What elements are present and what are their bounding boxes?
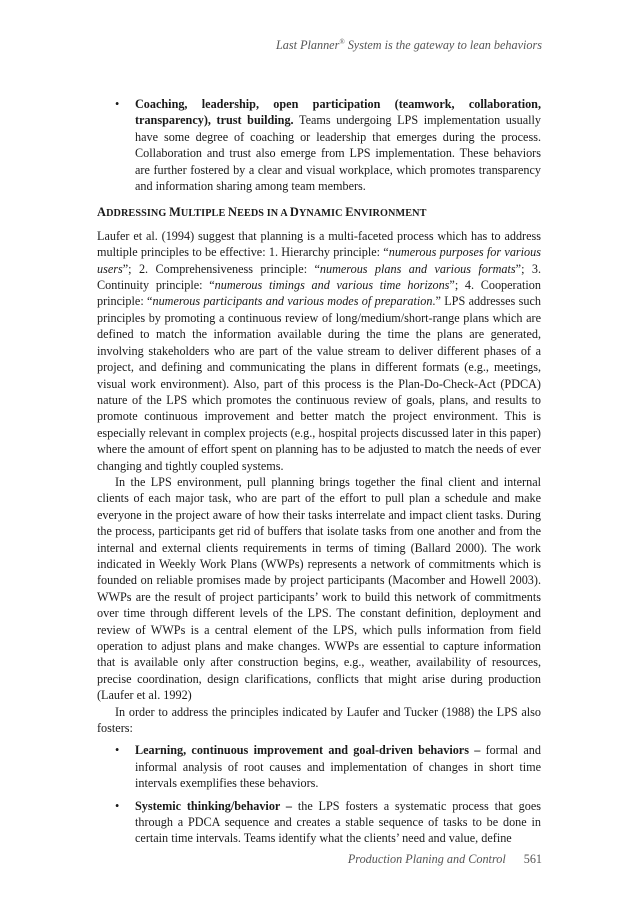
bullet-lead: Systemic thinking/behavior – [135, 798, 298, 813]
bullet-text: formal and informal analysis of root causes and implementation of changes in short time intervals exemplifies these behaviors. [135, 743, 541, 791]
bullet-icon: • [115, 743, 120, 758]
paragraph-lps-fosters: In order to address the principles indicated by Laufer and Tucker (1988) the LPS also fosters: [97, 704, 541, 736]
page-number: 561 [523, 852, 542, 866]
bullet-icon: • [115, 97, 120, 111]
section-heading: ADDRESSING MULTIPLE NEEDS IN A DYNAMIC ENVIRONMENT [97, 205, 427, 220]
bullet-item-coaching [97, 96, 541, 194]
footer-title: Production Planing and Control [347, 852, 506, 866]
bullet-item-systemic-thinking [97, 798, 541, 847]
running-header [276, 38, 542, 53]
registered-mark: ® [339, 38, 345, 46]
bullet-text: Teams undergoing LPS implementation usually have some degree of coaching or leadership that emerges during the process. Collaboration and trust also emerge from LPS implementation. These behaviors are further fostered by a clear and visual workplace, which promotes transparency and information sharing among team members. [135, 113, 542, 194]
bullet-lead: Coaching, leadership, open participation (teamwork, collaboration, transparency), trust building. [135, 97, 541, 128]
bullet-text: the LPS fosters a systematic process that goes through a PDCA sequence and creates a stable sequence of tasks to be done in certain time intervals. Teams identify what the clients’ need and value, define [135, 798, 541, 846]
bullet-icon: • [115, 798, 120, 813]
running-title-part-1: Last Planner [276, 38, 340, 53]
page-body [97, 96, 541, 847]
running-title-part-2: System is the gateway to lean behaviors [344, 38, 542, 53]
bullet-lead: Learning, continuous improvement and goal-driven behaviors – [135, 743, 486, 758]
paragraph-planning-principles: Laufer et al. (1994) suggest that planning is a multi-faceted process which has to address multiple principles to be effective: 1. Hierarchy principle: “numerous purposes for various users”; 2. Comprehensiveness principle: “numerous plans and various formats”; 3. Continuity principle: “numerous timings and various time horizons”; 4. Cooperation principle: “numerous participants and various modes of preparation.” LPS addresses such principles by promoting a continuous review of long/medium/short-range plans which are defined to match the information available during the time the plans are generated, involving stakeholders who are part of the value stream to deliver different phases of a project, and defining and communicating the plans in different formats (e.g., meetings, visual work environment). Also, part of this process is the Plan-Do-Check-Act (PDCA) nature of the LPS which promotes the continuous review of goals, plans, and results to promote continuous improvement and better match the project environment. This is especially relevant in complex projects (e.g., hospital projects discussed later in this paper) where the amount of effort spent on planning has to be adjusted to match the needs of ever changing and tightly coupled systems. [97, 228, 542, 473]
page-footer [348, 852, 542, 867]
paragraph-pull-planning: In the LPS environment, pull planning brings together the final client and internal clients of each major task, who are part of the effort to pull plan a schedule and make everyone in the project aware of how their tasks interrelate and impact client tasks. During the process, participants get rid of buffers that isolate tasks from one another and from the internal and external clients requirements in terms of timing (Ballard 2000). The work indicated in Weekly Work Plans (WWPs) represents a network of commitments which is founded on reliable promises made by project participants (Macomber and Howell 2003). WWPs are the result of project participants’ work to build this network of commitments over time through different levels of the LPS. The constant definition, deployment and review of WWPs is a central element of the LPS, which pulls information from field operation to adjust plans and make changes. WWPs are essential to capture information that is available only after construction begins, e.g., weather, availability of resources, precise coordination, design clarifications, conflicts that might arise during production (Laufer et al. 1992) [97, 474, 541, 703]
bullet-item-learning [97, 742, 541, 791]
